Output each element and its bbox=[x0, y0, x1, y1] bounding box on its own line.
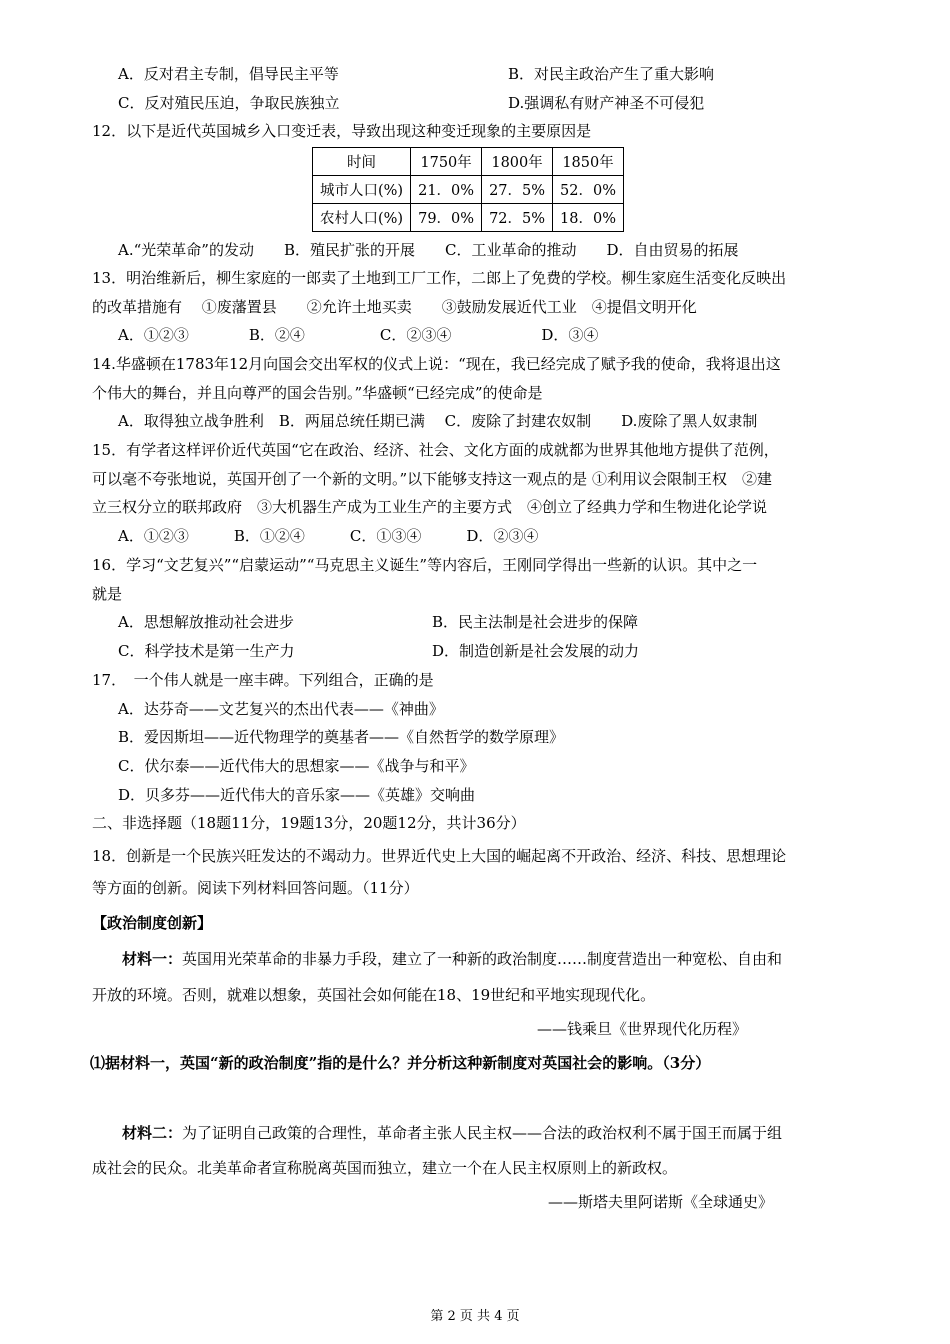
q17-stem: 17． 一个伟人就是一座丰碑。下列组合，正确的是 bbox=[92, 671, 434, 689]
material-1-source: ——钱乘旦《世界现代化历程》 bbox=[537, 1020, 748, 1038]
q13-options: A．①②③ B．②④ C．②③④ D．③④ bbox=[118, 326, 599, 344]
material-2-text: 为了证明自己政策的合理性，革命者主张人民主权——合法的政治权利不属于国王而属于组 bbox=[182, 1124, 783, 1142]
q15-stem-line3: 立三权分立的联邦政府 ③大机器生产成为工业生产的主要方式 ④创立了经典力学和生物进化论学说 bbox=[92, 498, 768, 516]
q11-option-b: B．对民主政治产生了重大影响 bbox=[508, 65, 715, 83]
table-cell: 城市人口(%) bbox=[313, 176, 411, 204]
table-header-cell: 1850年 bbox=[553, 148, 624, 176]
section-2-title: 二、非选择题（18题11分，19题13分，20题12分，共计36分） bbox=[92, 814, 526, 832]
q14-stem-line1: 14.华盛顿在1783年12月向国会交出军权的仪式上说：“现在，我已经完成了赋予我的使命，我将退出这 bbox=[92, 355, 781, 373]
political-innovation-heading: 【政治制度创新】 bbox=[92, 914, 213, 932]
table-cell: 27．5% bbox=[482, 176, 553, 204]
q14-options: A．取得独立战争胜利 B．两届总统任期已满 C．废除了封建农奴制 D.废除了黑人奴隶制 bbox=[118, 412, 758, 430]
q16-option-c: C．科学技术是第一生产力 bbox=[118, 642, 295, 660]
q16-option-a: A．思想解放推动社会进步 bbox=[118, 613, 294, 631]
table-row bbox=[313, 204, 624, 232]
q11-option-d: D.强调私有财产神圣不可侵犯 bbox=[508, 94, 705, 112]
q17-option-d: D．贝多芬——近代伟大的音乐家——《英雄》交响曲 bbox=[118, 786, 476, 804]
q16-option-b: B．民主法制是社会进步的保障 bbox=[432, 613, 639, 631]
q17-option-c: C．伏尔泰——近代伟大的思想家——《战争与和平》 bbox=[118, 757, 475, 775]
table-row bbox=[313, 148, 624, 176]
table-header-cell: 时间 bbox=[313, 148, 411, 176]
table-cell: 79．0% bbox=[411, 204, 482, 232]
q11-option-c: C．反对殖民压迫，争取民族独立 bbox=[118, 94, 340, 112]
material-1-line1 bbox=[122, 949, 782, 969]
sub-question-1: ⑴据材料一，英国“新的政治制度”指的是什么？并分析这种新制度对英国社会的影响。（3分） bbox=[90, 1054, 711, 1072]
q15-options: A．①②③ B．①②④ C．①③④ D．②③④ bbox=[118, 527, 539, 545]
table-header-cell: 1800年 bbox=[482, 148, 553, 176]
q16-stem-line2: 就是 bbox=[92, 585, 123, 603]
q14-stem-line2: 个伟大的舞台，并且向尊严的国会告别。”华盛顿“已经完成”的使命是 bbox=[92, 384, 543, 402]
material-1-text: 英国用光荣革命的非暴力手段，建立了一种新的政治制度……制度营造出一种宽松、自由和 bbox=[182, 950, 783, 968]
table-cell: 52．0% bbox=[553, 176, 624, 204]
q12-options: A.“光荣革命”的发动 B．殖民扩张的开展 C．工业革命的推动 D．自由贸易的拓展 bbox=[118, 241, 739, 259]
q12-stem: 12．以下是近代英国城乡入口变迁表，导致出现这种变迁现象的主要原因是 bbox=[92, 122, 592, 140]
q11-option-a: A．反对君主专制，倡导民主平等 bbox=[118, 65, 339, 83]
q18-stem-line2: 等方面的创新。阅读下列材料回答问题。（11分） bbox=[92, 879, 419, 897]
material-2-line2: 成社会的民众。北美革命者宣称脱离英国而独立，建立一个在人民主权原则上的新政权。 bbox=[92, 1159, 678, 1177]
q13-stem-line2: 的改革措施有 ①废藩置县 ②允许土地买卖 ③鼓励发展近代工业 ④提倡文明开化 bbox=[92, 298, 697, 316]
q18-stem-line1: 18．创新是一个民族兴旺发达的不竭动力。世界近代史上大国的崛起离不开政治、经济、科技、思想理论 bbox=[92, 847, 787, 865]
material-2-label: 材料二： bbox=[122, 1124, 183, 1142]
q17-option-a: A．达芬奇——文艺复兴的杰出代表——《神曲》 bbox=[118, 700, 444, 718]
q13-stem-line1: 13．明治维新后，柳生家庭的一郎卖了土地到工厂工作，二郎上了免费的学校。柳生家庭生活变化反映出 bbox=[92, 269, 787, 287]
material-2-line1 bbox=[122, 1123, 782, 1143]
q15-stem-line2: 可以毫不夸张地说，英国开创了一个新的文明。”以下能够支持这一观点的是 ①利用议会限制王权 ②建 bbox=[92, 470, 772, 488]
q16-option-d: D．制造创新是社会发展的动力 bbox=[432, 642, 640, 660]
page-footer: 第 2 页 共 4 页 bbox=[430, 1309, 520, 1324]
material-1-label: 材料一： bbox=[122, 950, 183, 968]
material-1-line2: 开放的环境。否则，就难以想象，英国社会如何能在18、19世纪和平地实现现代化。 bbox=[92, 986, 656, 1004]
table-header-cell: 1750年 bbox=[411, 148, 482, 176]
q16-stem-line1: 16．学习“文艺复兴”“启蒙运动”“马克思主义诞生”等内容后，王刚同学得出一些新的认识。其中之一 bbox=[92, 556, 758, 574]
table-cell: 18．0% bbox=[553, 204, 624, 232]
table-cell: 21．0% bbox=[411, 176, 482, 204]
q15-stem-line1: 15．有学者这样评价近代英国“它在政治、经济、社会、文化方面的成就都为世界其他地方提供了范例， bbox=[92, 441, 779, 459]
population-table bbox=[312, 147, 624, 232]
material-2-source: ——斯塔夫里阿诺斯《全球通史》 bbox=[548, 1193, 774, 1211]
table-row bbox=[313, 176, 624, 204]
q17-option-b: B．爱因斯坦——近代物理学的奠基者——《自然哲学的数学原理》 bbox=[118, 728, 565, 746]
table-cell: 72．5% bbox=[482, 204, 553, 232]
table-cell: 农村人口(%) bbox=[313, 204, 411, 232]
